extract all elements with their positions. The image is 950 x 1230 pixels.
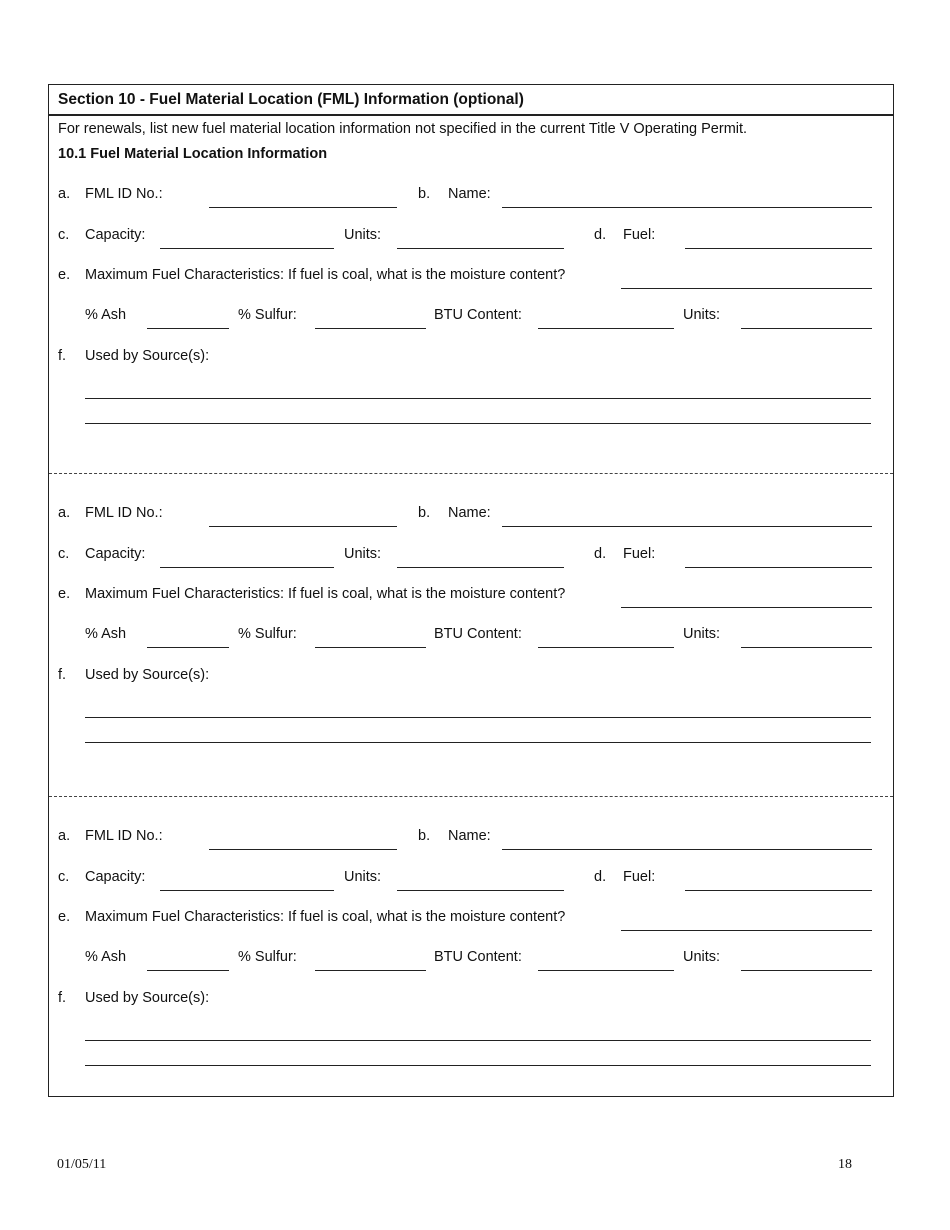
fml-id-label: FML ID No.:: [85, 505, 163, 521]
fuel-label: Fuel:: [623, 546, 656, 562]
used-by-field-1[interactable]: [85, 1040, 871, 1041]
btu-units-label: Units:: [683, 949, 721, 965]
letter-f: f.: [58, 990, 67, 1006]
name-label: Name:: [448, 505, 491, 521]
max-fuel-label: Maximum Fuel Characteristics: If fuel is coal, what is the moisture content?: [85, 909, 566, 925]
units-field[interactable]: [397, 890, 564, 891]
ash-label: % Ash: [85, 626, 127, 642]
letter-a: a.: [58, 828, 71, 844]
letter-e: e.: [58, 909, 71, 925]
sulfur-label: % Sulfur:: [238, 949, 297, 965]
letter-b: b.: [418, 828, 431, 844]
btu-units-field[interactable]: [741, 970, 872, 971]
units-field[interactable]: [397, 248, 564, 249]
fml-id-label: FML ID No.:: [85, 186, 163, 202]
moisture-field[interactable]: [621, 288, 872, 289]
units-label: Units:: [344, 869, 382, 885]
fuel-label: Fuel:: [623, 869, 656, 885]
fml-block-3: [0, 642, 950, 1006]
btu-label: BTU Content:: [434, 949, 522, 965]
btu-label: BTU Content:: [434, 626, 522, 642]
moisture-field[interactable]: [621, 930, 872, 931]
letter-f: f.: [58, 667, 67, 683]
capacity-field[interactable]: [160, 248, 334, 249]
section-intro: For renewals, list new fuel material location information not specified in the current Title V Operating Permit.: [58, 121, 748, 137]
letter-e: e.: [58, 267, 71, 283]
fuel-field[interactable]: [685, 248, 872, 249]
fml-id-field[interactable]: [209, 849, 397, 850]
max-fuel-label: Maximum Fuel Characteristics: If fuel is coal, what is the moisture content?: [85, 586, 566, 602]
sulfur-label: % Sulfur:: [238, 626, 297, 642]
letter-a: a.: [58, 186, 71, 202]
letter-c: c.: [58, 546, 70, 562]
letter-c: c.: [58, 869, 70, 885]
sulfur-label: % Sulfur:: [238, 307, 297, 323]
used-by-label: Used by Source(s):: [85, 667, 210, 683]
letter-b: b.: [418, 505, 431, 521]
name-label: Name:: [448, 186, 491, 202]
letter-c: c.: [58, 227, 70, 243]
fml-id-field[interactable]: [209, 207, 397, 208]
capacity-label: Capacity:: [85, 869, 146, 885]
letter-d: d.: [594, 546, 607, 562]
capacity-field[interactable]: [160, 890, 334, 891]
capacity-label: Capacity:: [85, 546, 146, 562]
footer-page-number: 18: [838, 1157, 852, 1172]
name-label: Name:: [448, 828, 491, 844]
letter-d: d.: [594, 227, 607, 243]
footer-date: 01/05/11: [57, 1157, 107, 1172]
fuel-field[interactable]: [685, 567, 872, 568]
ash-field[interactable]: [147, 970, 229, 971]
ash-label: % Ash: [85, 307, 127, 323]
max-fuel-label: Maximum Fuel Characteristics: If fuel is coal, what is the moisture content?: [85, 267, 566, 283]
used-by-label: Used by Source(s):: [85, 348, 210, 364]
fml-id-label: FML ID No.:: [85, 828, 163, 844]
fml-block-1: [0, 0, 950, 364]
capacity-field[interactable]: [160, 567, 334, 568]
btu-field[interactable]: [538, 970, 674, 971]
btu-units-label: Units:: [683, 626, 721, 642]
section-title: Section 10 - Fuel Material Location (FML) Information (optional): [58, 91, 524, 108]
letter-e: e.: [58, 586, 71, 602]
subsection-title: 10.1 Fuel Material Location Information: [58, 146, 328, 162]
used-by-field-2[interactable]: [85, 1065, 871, 1066]
fml-block-2: [0, 319, 950, 683]
btu-label: BTU Content:: [434, 307, 522, 323]
name-field[interactable]: [502, 849, 872, 850]
letter-d: d.: [594, 869, 607, 885]
btu-units-label: Units:: [683, 307, 721, 323]
letter-b: b.: [418, 186, 431, 202]
name-field[interactable]: [502, 207, 872, 208]
moisture-field[interactable]: [621, 607, 872, 608]
letter-f: f.: [58, 348, 67, 364]
units-field[interactable]: [397, 567, 564, 568]
fuel-label: Fuel:: [623, 227, 656, 243]
capacity-label: Capacity:: [85, 227, 146, 243]
used-by-label: Used by Source(s):: [85, 990, 210, 1006]
fml-id-field[interactable]: [209, 526, 397, 527]
units-label: Units:: [344, 546, 382, 562]
fuel-field[interactable]: [685, 890, 872, 891]
ash-label: % Ash: [85, 949, 127, 965]
sulfur-field[interactable]: [315, 970, 426, 971]
name-field[interactable]: [502, 526, 872, 527]
letter-a: a.: [58, 505, 71, 521]
units-label: Units:: [344, 227, 382, 243]
